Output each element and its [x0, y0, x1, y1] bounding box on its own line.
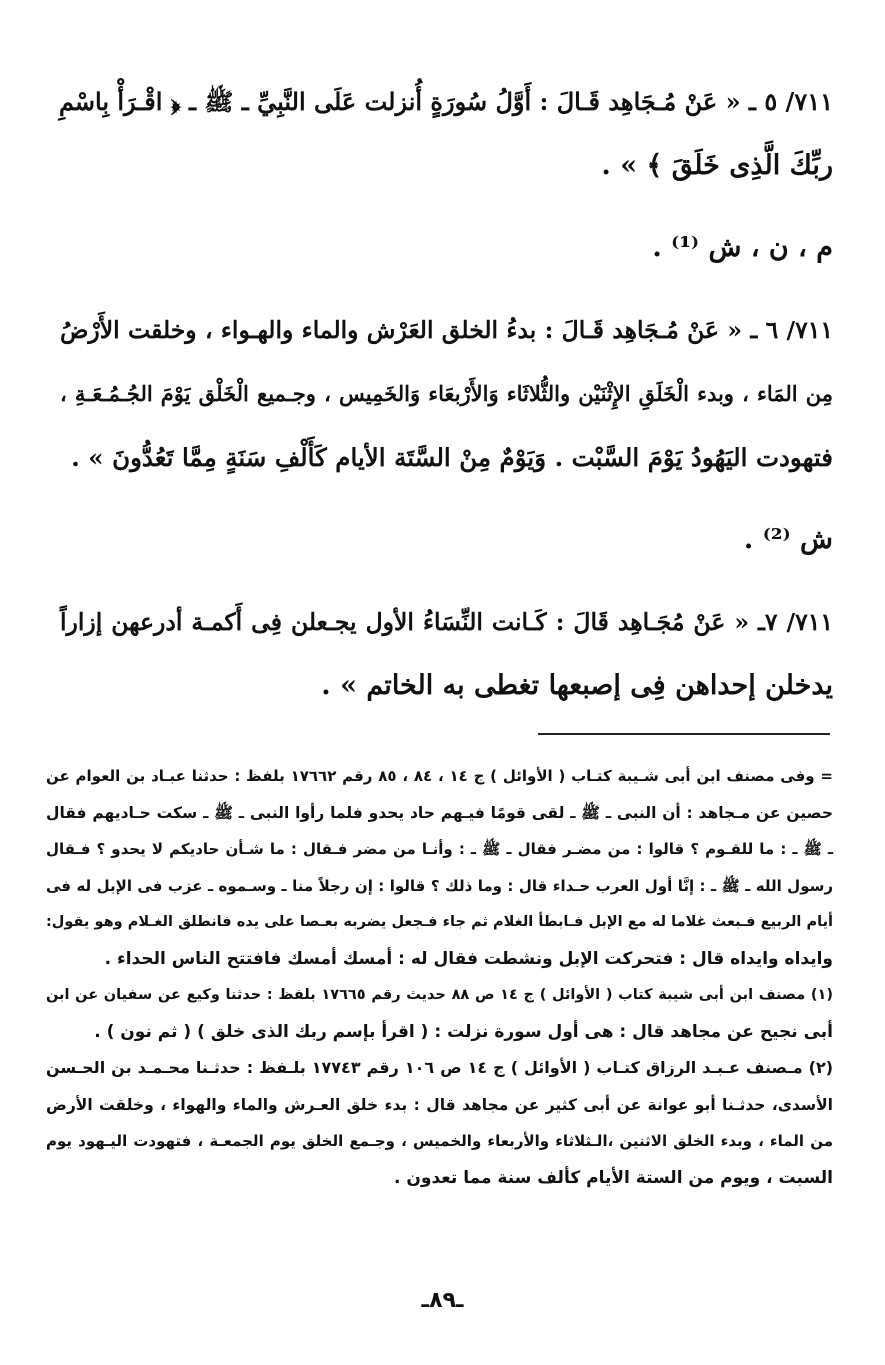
page-number: ـ٨٩ـ	[421, 1288, 464, 1313]
text-line: فتهودت اليَهُودُ يَوْمَ السَّبْت . وَيَوْمٌ مِنْ السَّتَة الأيام كَأَلْفِ سَنَةٍ مِمَّا تَعُدُّونَ » .	[71, 443, 833, 472]
footnote-line: رسول الله ـ ﷺ ـ : إنَّا أول العرب حـداء قال : وما ذلك ؟ قالوا : إن رجلاً منا ـ وسـموه ـ عزب فى الإبل له فى	[46, 876, 833, 895]
footnote-line: من الماء ، وبدء الخلق الاثنين ،الـثلاثاء والأربعاء والخميس ، وجـمع الخلق يوم الجمعـة ، فتهودت اليـهود يوم	[46, 1132, 833, 1150]
footnote-1	[46, 977, 833, 1050]
hadith-711-5	[60, 70, 833, 198]
footnote-line: الأسدى، حدثـنا أبو عوانة عن أبى كثير عن مجاهد قال : بدء خلق العـرش والماء والهواء ، وخلقت الأرض	[46, 1095, 833, 1114]
footnotes	[46, 758, 833, 1196]
source-reference	[60, 216, 833, 280]
footnote-line: (٢) مـصنف عـبـد الرزاق كتـاب ( الأوائل ) ج ١٤ ص ١٠٦ رقم ١٧٧٤٣ بلـفظ : حدثـنا محـمـد بن الحـسن	[46, 1058, 834, 1077]
footnote-line: حصين عن مـجاهد : أن النبى ـ ﷺ ـ لقى قومًا فيـهم حاد يحدو فلما رأوا النبى ـ ﷺ ـ سكت حـاديهم فقال	[46, 803, 833, 822]
footnote-line: وايداه وايداه قال : فتحركت الإبل ونشطت فقال له : أمسك أمسك فافتتح الناس الحداء .	[104, 948, 833, 969]
footnote-line: أيام الربيع فـبعث غلاما له مع الإبل فـابطأ الغلام ثم جاء فـجعل يضربه بعـصا على يده فانطلق الغـلام وهو يقول:	[46, 914, 833, 930]
footnote-line: أبى نجيح عن مجاهد قال : هى أول سورة نزلت : ( اقرأ بإسم ربك الذى خلق ) ( ثم نون ) .	[94, 1021, 833, 1042]
footnote-2	[46, 1050, 833, 1196]
footnote-line: (١) مصنف ابن أبى شيبة كتاب ( الأوائل ) ج ١٤ ص ٨٨ حديث رقم ١٧٦٦٥ بلفظ : حدثنا وكيع عن سفيان عن ابن	[46, 987, 834, 1003]
text-line: ربِّكَ الَّذِى خَلَقَ ﴾ » .	[601, 150, 833, 181]
footnote-continuation	[46, 758, 833, 977]
hadith-711-6	[60, 298, 833, 490]
footnote-divider	[538, 733, 830, 735]
footnote-line: السبت ، ويوم من الستة الأيام كألف سنة مما تعدون .	[394, 1167, 833, 1188]
text-line: يدخلن إحداهن فِى إصبعها تغطى به الخاتم » .	[321, 670, 833, 701]
main-text	[60, 70, 833, 718]
text-line: ٧١١/ ٧ـ « عَنْ مُجَـاهِد قَالَ : كَـانت النِّسَاءُ الأول يجـعلن فِى أَكمـة أدرعهن إزاراً	[60, 608, 834, 636]
footnote-line: = وفى مصنف ابن أبى شـيبة كتـاب ( الأوائل ) ج ١٤ ، ٨٤ ، ٨٥ رقم ١٧٦٦٢ بلفظ : حدثنا عبـاد بن العوام عن	[46, 767, 833, 785]
text-line: ٧١١/ ٥ ـ « عَنْ مُـجَاهِد قَـالَ : أَوَّلُ سُورَةٍ أُنزلت عَلَى النَّبِيِّ ـ ﷺ ـ ﴿ اقْـرَأْ بِاسْمِ	[58, 87, 833, 116]
source-reference	[60, 508, 833, 572]
hadith-711-7	[60, 590, 833, 718]
text-line: ٧١١/ ٦ ـ « عَنْ مُـجَاهِد قَـالَ : بدءُ الخلق العَرْش والماء والهـواء ، وخلقت الأَرْضُ	[60, 316, 833, 344]
text-line: ش ⁽²⁾ .	[743, 524, 833, 555]
text-line: م ، ن ، ش ⁽¹⁾ .	[652, 232, 833, 263]
text-line: مِن المَاء ، وبدء الْخَلَقِ الإِثْنَيْن والثُّلاثَاء وَالأَرْبعَاء وَالخَمِيس ، وجـميع الْخَلْق يَوْمَ الجُـمُـعَـةِ ،	[60, 381, 833, 406]
footnote-line: ـ ﷺ ـ : ما للقـوم ؟ قالوا : من مضـر فقال ـ ﷺ ـ : وأنـا من مضر فـقال : ما شـأن حاديكم لا يحدو ؟ فـقال	[46, 840, 833, 858]
